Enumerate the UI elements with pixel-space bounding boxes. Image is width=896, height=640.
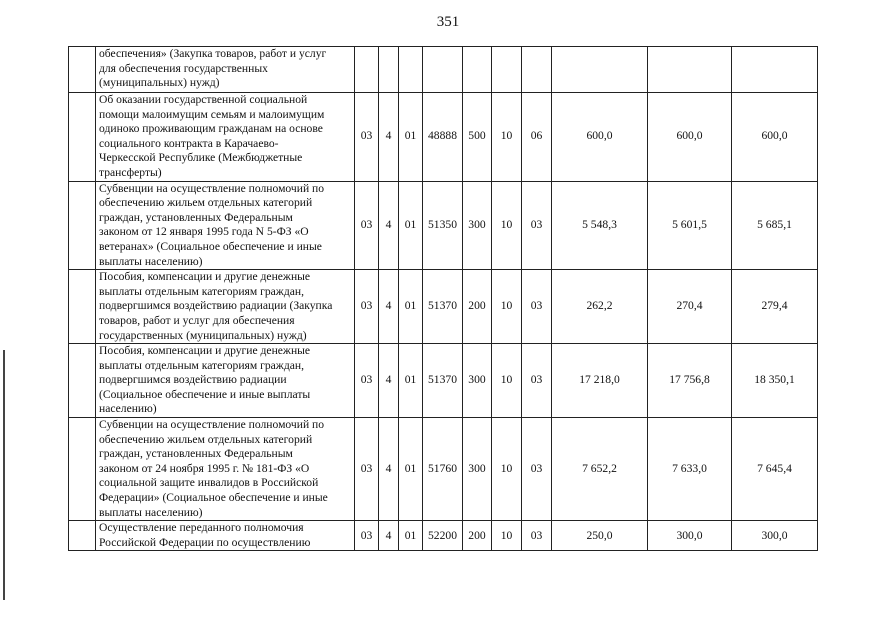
description-line: Об оказании государственной социальной <box>99 93 308 106</box>
description-line: социальной защите инвалидов в Российской <box>99 476 319 490</box>
description-line: для обеспечения государственных <box>99 61 268 75</box>
description-line: выплаты отдельным категориям граждан, <box>99 284 304 298</box>
description-line: Пособия, компенсации и другие денежные <box>99 270 311 284</box>
table-row <box>69 344 818 418</box>
row-number-cell <box>69 521 96 551</box>
code-program <box>379 47 399 93</box>
code-subprogram: 01 <box>399 521 423 551</box>
row-number-cell <box>69 47 96 93</box>
description-line: одиноко проживающим гражданам на основе <box>99 122 323 136</box>
code-program: 4 <box>379 418 399 521</box>
amount-year-1: 17 218,0 <box>552 344 648 418</box>
code-program: 4 <box>379 344 399 418</box>
code-subsection: 03 <box>522 181 552 270</box>
code-chapter <box>492 47 522 93</box>
code-expense-type: 300 <box>463 344 492 418</box>
amount-year-1: 262,2 <box>552 270 648 344</box>
table-row <box>69 47 818 93</box>
code-chapter: 10 <box>492 181 522 270</box>
code-chapter: 10 <box>492 93 522 182</box>
code-subsection: 03 <box>522 270 552 344</box>
code-section: 03 <box>355 181 379 270</box>
description-line: граждан, установленных Федеральным <box>99 447 293 461</box>
description-line: законом от 24 ноября 1995 г. № 181-ФЗ «О <box>99 461 310 475</box>
code-section: 03 <box>355 93 379 182</box>
code-program: 4 <box>379 521 399 551</box>
description-line: Российской Федерации по осуществлению <box>99 535 311 549</box>
description-cell <box>96 344 355 418</box>
amount-year-1: 250,0 <box>552 521 648 551</box>
code-subprogram: 01 <box>399 93 423 182</box>
description-line: обеспечению жильем отдельных категорий <box>99 196 313 210</box>
description-line: обеспечения» (Закупка товаров, работ и услуг <box>99 47 327 60</box>
description-line: государственных (муниципальных) нужд) <box>99 328 307 342</box>
code-program: 4 <box>379 93 399 182</box>
description-cell <box>96 181 355 270</box>
amount-year-3: 279,4 <box>732 270 818 344</box>
description-line: Федерации» (Социальное обеспечение и иные <box>99 491 328 505</box>
code-expense-type <box>463 47 492 93</box>
code-expense-type: 300 <box>463 181 492 270</box>
amount-year-3 <box>732 47 818 93</box>
description-line: Пособия, компенсации и другие денежные <box>99 344 311 358</box>
description-line: товаров, работ и услуг для обеспечения <box>99 313 295 327</box>
code-subprogram: 01 <box>399 270 423 344</box>
description-line: населению) <box>99 402 157 416</box>
code-program: 4 <box>379 270 399 344</box>
description-line: граждан, установленных Федеральным <box>99 210 293 224</box>
description-line: законом от 12 января 1995 года N 5-ФЗ «О <box>99 225 309 239</box>
description-line: подвергшимся воздействию радиации (Закупка <box>99 299 333 313</box>
code-subsection: 06 <box>522 93 552 182</box>
code-subprogram: 01 <box>399 418 423 521</box>
amount-year-1: 600,0 <box>552 93 648 182</box>
code-program: 4 <box>379 181 399 270</box>
description-cell <box>96 47 355 93</box>
amount-year-3: 5 685,1 <box>732 181 818 270</box>
code-direction: 48888 <box>423 93 463 182</box>
description-line: выплаты населению) <box>99 254 203 268</box>
amount-year-1: 7 652,2 <box>552 418 648 521</box>
description-line: выплаты отдельным категориям граждан, <box>99 358 304 372</box>
amount-year-3: 7 645,4 <box>732 418 818 521</box>
row-number-cell <box>69 93 96 182</box>
table-body <box>69 47 818 551</box>
amount-year-2: 17 756,8 <box>648 344 732 418</box>
row-number-cell <box>69 344 96 418</box>
code-chapter: 10 <box>492 270 522 344</box>
amount-year-3: 600,0 <box>732 93 818 182</box>
description-cell <box>96 270 355 344</box>
code-section: 03 <box>355 521 379 551</box>
amount-year-2: 5 601,5 <box>648 181 732 270</box>
description-line: Субвенции на осуществление полномочий по <box>99 418 325 432</box>
description-line: подвергшимся воздействию радиации <box>99 373 287 387</box>
code-section: 03 <box>355 344 379 418</box>
page-number: 351 <box>436 14 460 30</box>
code-subprogram: 01 <box>399 344 423 418</box>
description-line: трансферты) <box>99 165 162 179</box>
amount-year-1 <box>552 47 648 93</box>
amount-year-2 <box>648 47 732 93</box>
table-row <box>69 418 818 521</box>
code-chapter: 10 <box>492 521 522 551</box>
row-number-cell <box>69 270 96 344</box>
code-direction: 51370 <box>423 270 463 344</box>
table-row <box>69 93 818 182</box>
amount-year-2: 7 633,0 <box>648 418 732 521</box>
description-line: Черкесской Республике (Межбюджетные <box>99 151 303 165</box>
code-direction: 51370 <box>423 344 463 418</box>
code-direction: 51760 <box>423 418 463 521</box>
description-line: ветеранах» (Социальное обеспечение и иные <box>99 239 322 253</box>
scan-margin-line <box>3 350 5 600</box>
description-line: (муниципальных) нужд) <box>99 76 220 90</box>
description-line: социального контракта в Карачаево- <box>99 136 279 150</box>
amount-year-3: 300,0 <box>732 521 818 551</box>
code-direction: 52200 <box>423 521 463 551</box>
code-expense-type: 300 <box>463 418 492 521</box>
code-section <box>355 47 379 93</box>
row-number-cell <box>69 418 96 521</box>
description-cell <box>96 521 355 551</box>
code-chapter: 10 <box>492 344 522 418</box>
description-line: помощи малоимущим семьям и малоимущим <box>99 107 325 121</box>
amount-year-2: 300,0 <box>648 521 732 551</box>
code-subsection: 03 <box>522 344 552 418</box>
description-line: выплаты населению) <box>99 505 203 519</box>
amount-year-2: 600,0 <box>648 93 732 182</box>
description-cell <box>96 418 355 521</box>
code-expense-type: 200 <box>463 270 492 344</box>
code-chapter: 10 <box>492 418 522 521</box>
code-direction <box>423 47 463 93</box>
code-subprogram: 01 <box>399 181 423 270</box>
description-line: обеспечению жильем отдельных категорий <box>99 432 313 446</box>
description-line: Осуществление переданного полномочия <box>99 521 304 535</box>
table-row <box>69 181 818 270</box>
description-line: (Социальное обеспечение и иные выплаты <box>99 387 311 401</box>
description-cell <box>96 93 355 182</box>
amount-year-3: 18 350,1 <box>732 344 818 418</box>
description-line: Субвенции на осуществление полномочий по <box>99 181 325 195</box>
amount-year-2: 270,4 <box>648 270 732 344</box>
code-expense-type: 200 <box>463 521 492 551</box>
code-expense-type: 500 <box>463 93 492 182</box>
table-row <box>69 270 818 344</box>
row-number-cell <box>69 181 96 270</box>
budget-table <box>68 46 818 551</box>
code-subsection <box>522 47 552 93</box>
amount-year-1: 5 548,3 <box>552 181 648 270</box>
code-subprogram <box>399 47 423 93</box>
code-section: 03 <box>355 270 379 344</box>
code-section: 03 <box>355 418 379 521</box>
code-subsection: 03 <box>522 521 552 551</box>
table-row <box>69 521 818 551</box>
code-direction: 51350 <box>423 181 463 270</box>
code-subsection: 03 <box>522 418 552 521</box>
